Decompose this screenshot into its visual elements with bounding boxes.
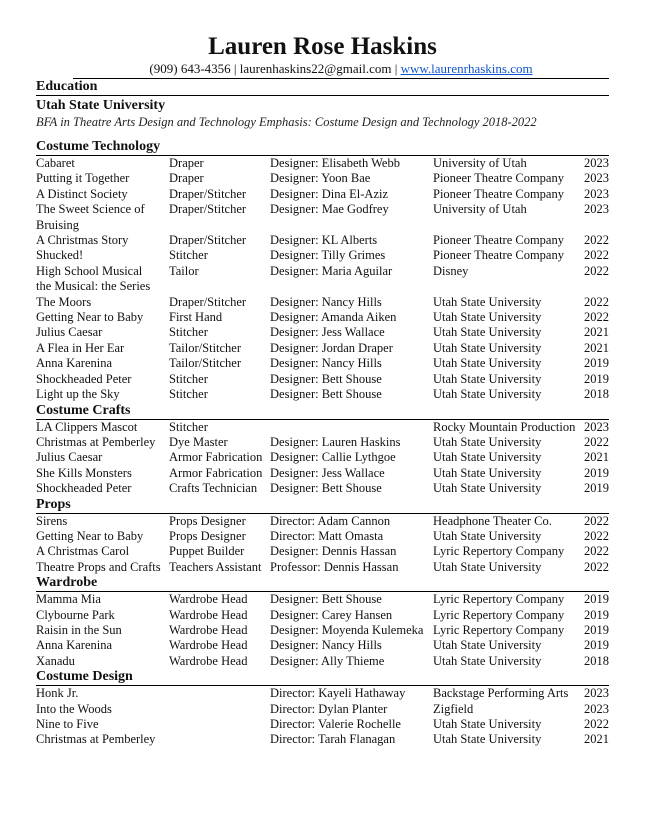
- company: Utah State University: [433, 310, 542, 325]
- credit-row: [36, 187, 609, 202]
- year: 2022: [584, 559, 609, 574]
- company: Utah State University: [433, 340, 542, 355]
- role: First Hand: [169, 310, 223, 325]
- production-title: Shucked!: [36, 248, 84, 263]
- production-title: Nine to Five: [36, 717, 99, 731]
- role: Crafts Technician: [169, 481, 258, 496]
- production-title: Mamma Mia: [36, 592, 101, 607]
- year: 2019: [584, 465, 609, 480]
- section-heading-education: Education: [36, 79, 609, 96]
- designer: Director: Valerie Rochelle: [270, 717, 401, 731]
- production-title: High School Musical the Musical: the Series: [36, 263, 151, 294]
- designer: Designer: Callie Lythgoe: [270, 450, 396, 465]
- credit-row: [36, 732, 609, 747]
- credit-row: [36, 341, 609, 356]
- designer: Designer: Jess Wallace: [270, 325, 385, 340]
- credit-row: [36, 156, 609, 171]
- production-title: A Flea in Her Ear: [36, 340, 125, 355]
- credit-row: [36, 544, 609, 559]
- company: Utah State University: [433, 465, 542, 480]
- designer: Professor: Dennis Hassan: [270, 559, 399, 574]
- resume-page: [36, 33, 609, 748]
- year: 2023: [584, 686, 609, 701]
- company: Utah State University: [433, 638, 542, 653]
- company: Utah State University: [433, 717, 542, 731]
- year: 2022: [584, 310, 609, 325]
- year: 2022: [584, 544, 609, 559]
- role: Draper/Stitcher: [169, 233, 247, 248]
- year: 2019: [584, 638, 609, 653]
- production-title: Shockheaded Peter: [36, 371, 132, 386]
- role: Draper/Stitcher: [169, 202, 247, 217]
- section-heading: Wardrobe: [36, 575, 609, 592]
- production-title: Into the Woods: [36, 701, 112, 716]
- role: Armor Fabrication: [169, 465, 263, 480]
- role: Puppet Builder: [169, 544, 245, 559]
- production-title: Xanadu: [36, 653, 75, 668]
- production-title: Anna Karenina: [36, 356, 113, 371]
- company: Pioneer Theatre Company: [433, 186, 564, 201]
- company: Utah State University: [433, 325, 542, 340]
- year: 2022: [584, 434, 609, 449]
- company: University of Utah: [433, 156, 527, 170]
- designer: Designer: Dennis Hassan: [270, 544, 397, 559]
- production-title: She Kills Monsters: [36, 465, 132, 480]
- company: Utah State University: [433, 653, 542, 668]
- role: Stitcher: [169, 419, 208, 434]
- role: Draper: [169, 156, 204, 170]
- designer: Designer: Moyenda Kulemeka: [270, 622, 424, 637]
- role: Armor Fabrication: [169, 450, 263, 465]
- role: Props Designer: [169, 528, 246, 543]
- role: Wardrobe Head: [169, 592, 248, 607]
- credit-row: [36, 466, 609, 481]
- designer: Designer: Maria Aguilar: [270, 263, 393, 278]
- credit-row: [36, 202, 609, 233]
- company: Utah State University: [433, 371, 542, 386]
- company: Pioneer Theatre Company: [433, 233, 564, 248]
- credit-row: [36, 717, 609, 732]
- contact-line: [73, 61, 609, 79]
- production-title: Clybourne Park: [36, 607, 115, 622]
- production-title: LA Clippers Mascot: [36, 419, 138, 434]
- section-heading: Costume Technology: [36, 139, 609, 156]
- role: Props Designer: [169, 513, 246, 528]
- year: 2019: [584, 481, 609, 496]
- designer: Designer: Bett Shouse: [270, 387, 382, 402]
- company: Headphone Theater Co.: [433, 513, 552, 528]
- company: Utah State University: [433, 481, 542, 496]
- year: 2023: [584, 171, 609, 186]
- production-title: Christmas at Pemberley: [36, 732, 156, 747]
- production-title: The Moors: [36, 294, 92, 309]
- credit-row: [36, 450, 609, 465]
- credit-row: [36, 529, 609, 544]
- role: Draper/Stitcher: [169, 186, 247, 201]
- designer: Director: Kayeli Hathaway: [270, 686, 406, 701]
- designer: Director: Tarah Flanagan: [270, 732, 396, 747]
- role: [169, 686, 270, 701]
- designer: Designer: Bett Shouse: [270, 481, 382, 496]
- designer: Designer: Nancy Hills: [270, 638, 382, 653]
- credit-row: [36, 248, 609, 263]
- company: Utah State University: [433, 294, 542, 309]
- designer: Director: Matt Omasta: [270, 528, 384, 543]
- year: 2023: [584, 186, 609, 201]
- year: 2022: [584, 233, 609, 248]
- production-title: Julius Caesar: [36, 325, 103, 340]
- credit-row: [36, 514, 609, 529]
- production-title: Light up the Sky: [36, 387, 120, 402]
- company: Lyric Repertory Company: [433, 592, 565, 607]
- production-title: Anna Karenina: [36, 638, 113, 653]
- role: Wardrobe Head: [169, 622, 248, 637]
- company: Utah State University: [433, 356, 542, 371]
- credit-row: [36, 171, 609, 186]
- role: [169, 702, 270, 717]
- credit-row: [36, 435, 609, 450]
- credit-row: [36, 702, 609, 717]
- production-title: Honk Jr.: [36, 686, 79, 701]
- credit-row: [36, 608, 609, 623]
- year: 2021: [584, 732, 609, 747]
- credit-row: [36, 560, 609, 575]
- experience-sections: [36, 139, 609, 748]
- contact-text: (909) 643-4356 | laurenhaskins22@gmail.com |: [149, 61, 401, 76]
- company: Rocky Mountain Production: [433, 419, 576, 434]
- designer: Designer: Tilly Grimes: [270, 248, 386, 263]
- year: 2019: [584, 592, 609, 607]
- production-title: Shockheaded Peter: [36, 481, 132, 496]
- designer: Designer: Ally Thieme: [270, 653, 385, 668]
- designer: Designer: KL Alberts: [270, 233, 378, 248]
- year: 2019: [584, 607, 609, 622]
- role: [169, 732, 270, 747]
- production-title: Christmas at Pemberley: [36, 434, 156, 449]
- credit-row: [36, 310, 609, 325]
- designer: Designer: Nancy Hills: [270, 356, 382, 371]
- website-link[interactable]: www.laurenrhaskins.com: [400, 61, 533, 76]
- role: Draper: [169, 171, 204, 186]
- role: Wardrobe Head: [169, 638, 248, 653]
- year: 2019: [584, 371, 609, 386]
- designer: Designer: Mae Godfrey: [270, 202, 389, 217]
- designer: Designer: Elisabeth Webb: [270, 156, 400, 170]
- role: Stitcher: [169, 387, 208, 402]
- designer: Designer: Bett Shouse: [270, 371, 382, 386]
- production-title: Cabaret: [36, 156, 75, 170]
- credit-row: [36, 638, 609, 653]
- company: Utah State University: [433, 434, 542, 449]
- company: Lyric Repertory Company: [433, 607, 565, 622]
- year: 2022: [584, 717, 609, 731]
- company: Utah State University: [433, 732, 542, 747]
- year: 2021: [584, 340, 609, 355]
- section-heading: Costume Design: [36, 669, 609, 686]
- role: Tailor/Stitcher: [169, 356, 242, 371]
- credit-row: [36, 233, 609, 248]
- credit-row: [36, 654, 609, 669]
- role: Stitcher: [169, 325, 208, 340]
- role: [169, 717, 270, 732]
- role: Draper/Stitcher: [169, 294, 247, 309]
- production-title: Getting Near to Baby: [36, 528, 144, 543]
- company: Disney: [433, 263, 469, 278]
- role: Stitcher: [169, 248, 208, 263]
- production-title: Raisin in the Sun: [36, 622, 122, 637]
- designer: Designer: Nancy Hills: [270, 294, 382, 309]
- designer: Designer: Dina El-Aziz: [270, 186, 389, 201]
- year: 2023: [584, 202, 609, 217]
- production-title: Getting Near to Baby: [36, 310, 144, 325]
- year: 2018: [584, 653, 609, 668]
- year: 2022: [584, 513, 609, 528]
- credit-row: [36, 623, 609, 638]
- designer: Director: Adam Cannon: [270, 513, 391, 528]
- education-degree: BFA in Theatre Arts Design and Technology Emphasis: Costume Design and Technology 2018-2022: [36, 115, 537, 129]
- resume-section: [36, 139, 609, 403]
- year: 2022: [584, 248, 609, 263]
- year: 2019: [584, 622, 609, 637]
- resume-section: [36, 497, 609, 576]
- production-title: Julius Caesar: [36, 450, 103, 465]
- designer: Designer: Carey Hansen: [270, 607, 393, 622]
- designer: Designer: Jess Wallace: [270, 465, 385, 480]
- year: 2023: [584, 156, 609, 170]
- year: 2022: [584, 294, 609, 309]
- year: 2018: [584, 387, 609, 402]
- company: University of Utah: [433, 202, 527, 217]
- company: Zigfield: [433, 701, 474, 716]
- designer: Designer: Jordan Draper: [270, 340, 393, 355]
- role: Stitcher: [169, 371, 208, 386]
- company: Lyric Repertory Company: [433, 622, 565, 637]
- year: 2019: [584, 356, 609, 371]
- production-title: Sirens: [36, 513, 68, 528]
- credit-row: [36, 372, 609, 387]
- credit-row: [36, 356, 609, 371]
- year: 2021: [584, 450, 609, 465]
- role: Teachers Assistant: [169, 559, 262, 574]
- credit-row: [36, 481, 609, 496]
- role: Wardrobe Head: [169, 653, 248, 668]
- year: 2022: [584, 528, 609, 543]
- resume-name: Lauren Rose Haskins: [208, 33, 437, 60]
- role: Tailor: [169, 263, 199, 278]
- company: Pioneer Theatre Company: [433, 171, 564, 186]
- production-title: The Sweet Science of Bruising: [36, 202, 145, 232]
- production-title: A Christmas Carol: [36, 544, 130, 559]
- credit-row: [36, 592, 609, 607]
- section-heading: Costume Crafts: [36, 403, 609, 420]
- company: Utah State University: [433, 387, 542, 402]
- credit-row: [36, 420, 609, 435]
- credit-row: [36, 264, 609, 295]
- year: 2021: [584, 325, 609, 340]
- company: Pioneer Theatre Company: [433, 248, 564, 263]
- credit-row: [36, 387, 609, 402]
- credit-row: [36, 686, 609, 701]
- credit-row: [36, 325, 609, 340]
- designer: Designer: Amanda Aiken: [270, 310, 397, 325]
- company: Utah State University: [433, 450, 542, 465]
- year: 2023: [584, 701, 609, 716]
- education-school: Utah State University: [36, 98, 166, 113]
- company: Utah State University: [433, 528, 542, 543]
- designer: Designer: Lauren Haskins: [270, 434, 401, 449]
- credit-row: [36, 295, 609, 310]
- role: Dye Master: [169, 434, 228, 449]
- resume-section: [36, 669, 609, 748]
- role: Tailor/Stitcher: [169, 340, 242, 355]
- designer: Director: Dylan Planter: [270, 701, 388, 716]
- section-heading: Props: [36, 497, 609, 514]
- company: Lyric Repertory Company: [433, 544, 565, 559]
- production-title: Theatre Props and Crafts: [36, 559, 161, 574]
- designer: [270, 420, 433, 435]
- year: 2022: [584, 263, 609, 278]
- resume-section: [36, 403, 609, 497]
- designer: Designer: Bett Shouse: [270, 592, 382, 607]
- designer: Designer: Yoon Bae: [270, 171, 371, 186]
- company: Backstage Performing Arts: [433, 686, 569, 701]
- production-title: A Christmas Story: [36, 233, 129, 248]
- year: 2023: [584, 419, 609, 434]
- production-title: Putting it Together: [36, 171, 130, 186]
- resume-section: [36, 575, 609, 669]
- company: Utah State University: [433, 559, 542, 574]
- role: Wardrobe Head: [169, 607, 248, 622]
- production-title: A Distinct Society: [36, 186, 128, 201]
